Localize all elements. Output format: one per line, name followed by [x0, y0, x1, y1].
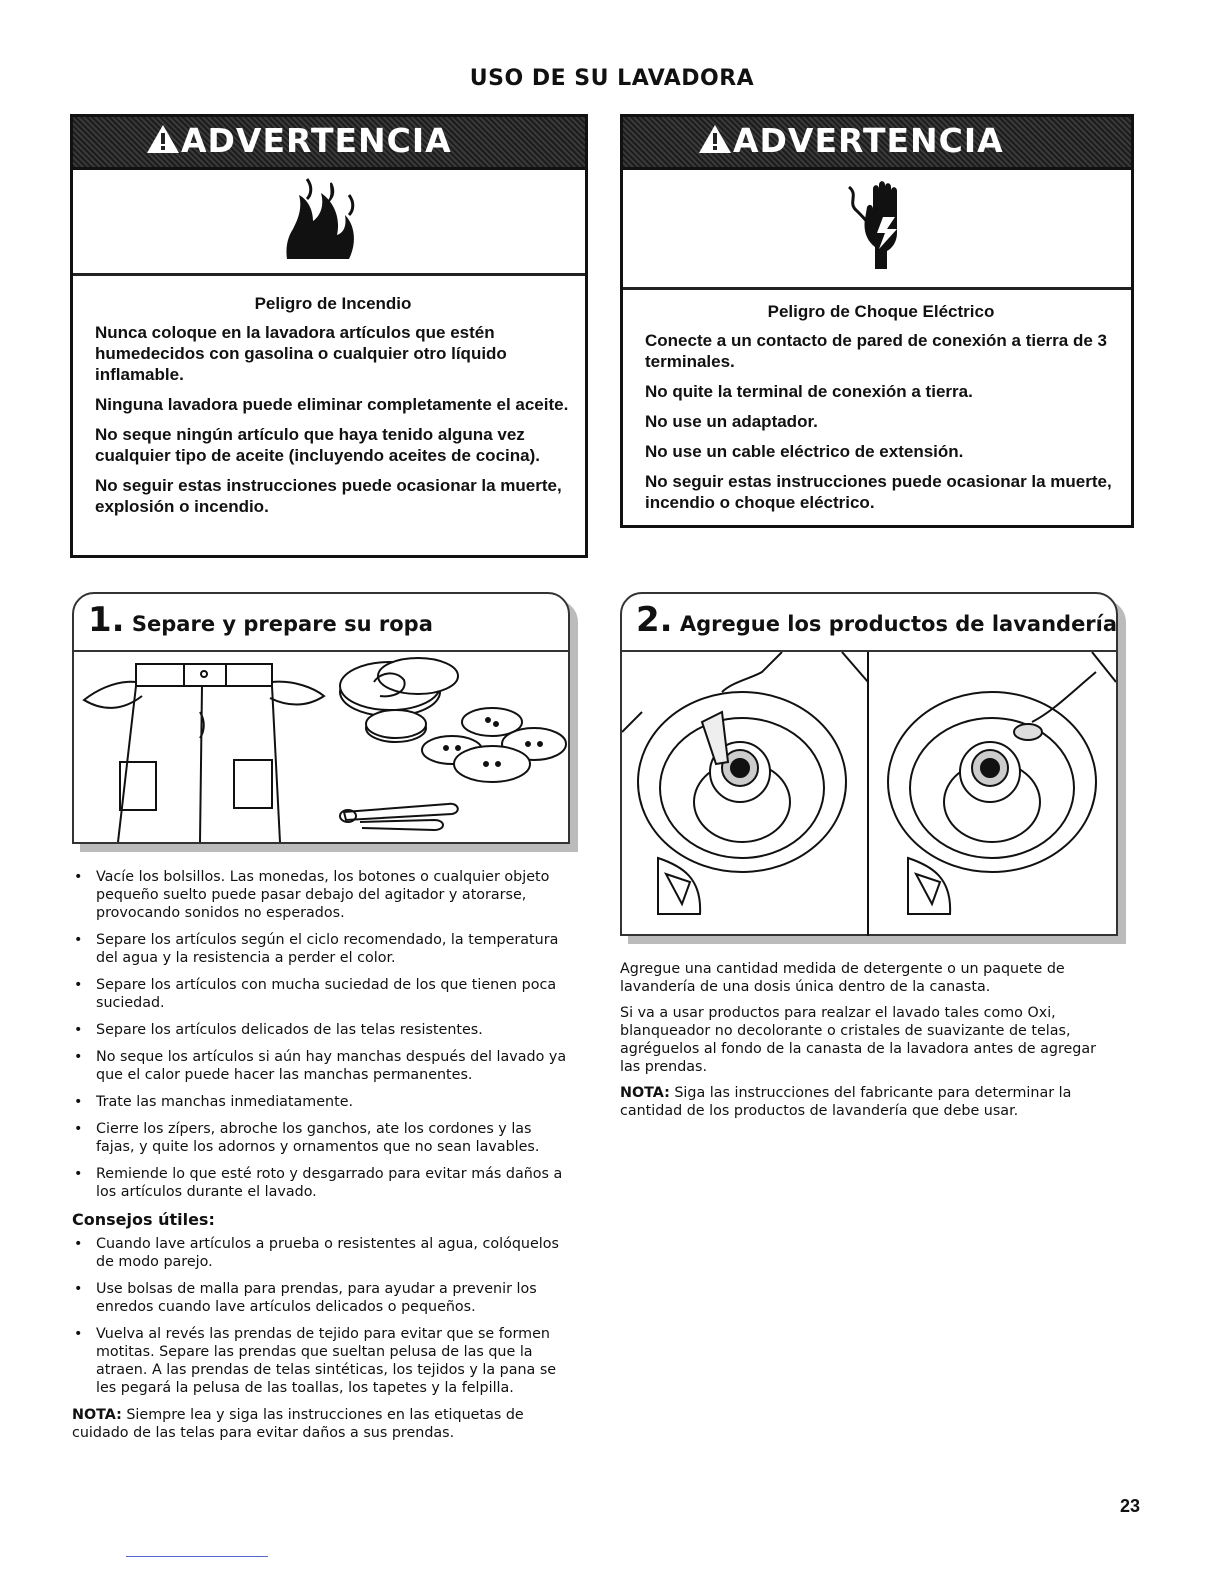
warning-paragraph: No use un adaptador.	[645, 412, 818, 431]
warning-title: ADVERTENCIA	[733, 121, 1004, 160]
step2-text	[620, 960, 1120, 1128]
pants-pockets-coins-buttons-illustration	[74, 652, 568, 844]
warning-header	[73, 117, 585, 170]
warning-heading: Peligro de Choque Eléctrico	[767, 302, 995, 321]
list-item: • No seque los artículos si aún hay manchas después del lavado ya que el calor puede hacer las manchas permanentes.	[72, 1048, 572, 1084]
note-label: NOTA:	[72, 1407, 122, 1423]
warning-body	[645, 301, 1117, 522]
warning-paragraph: No seguir estas instrucciones puede ocasionar la muerte, explosión o incendio.	[95, 476, 562, 516]
list-item: • Trate las manchas inmediatamente.	[72, 1093, 572, 1111]
warning-paragraph: No seguir estas instrucciones puede ocasionar la muerte, incendio o choque eléctrico.	[645, 472, 1112, 512]
step-number: 1.	[88, 600, 125, 640]
note-text: Siempre lea y siga las instrucciones en las etiquetas de cuidado de las telas para evitar daños a sus prendas.	[72, 1407, 524, 1441]
warning-title: ADVERTENCIA	[181, 121, 452, 160]
page-title: USO DE SU LAVADORA	[469, 66, 755, 91]
list-item: • Separe los artículos según el ciclo recomendado, la temperatura del agua y la resistencia a perder el color.	[72, 931, 572, 967]
warning-paragraph: No seque ningún artículo que haya tenido alguna vez cualquier tipo de aceite (incluyendo aceites de cocina).	[95, 425, 540, 465]
list-item: • Separe los artículos con mucha suciedad de los que tienen poca suciedad.	[72, 976, 572, 1012]
page-number: 23	[1119, 1496, 1140, 1516]
list-item: • Vacíe los bolsillos. Las monedas, los botones o cualquier objeto pequeño suelto puede pasar debajo del agitador y atorarse, provocando sonidos no esperados.	[72, 868, 572, 922]
step2-paragraph: Si va a usar productos para realzar el lavado tales como Oxi, blanqueador no decolorante o cristales de suavizante de telas, agréguelos al fondo de la canasta de la lavadora antes de agregar las prendas.	[620, 1005, 1097, 1075]
warning-title-container	[145, 121, 452, 160]
step1-bullet-list	[72, 868, 572, 1201]
step-number: 2.	[636, 600, 673, 640]
warning-heading: Peligro de Incendio	[254, 294, 412, 313]
list-item: • Cierre los zípers, abroche los ganchos, ate los cordones y las fajas, y quite los adornos y ornamentos que no sean lavables.	[72, 1120, 572, 1156]
electric-warning-box	[620, 114, 1134, 528]
step-title-text: Agregue los productos de lavandería	[679, 612, 1118, 636]
step2-illustration	[622, 650, 1116, 934]
list-item: • Use bolsas de malla para prendas, para ayudar a prevenir los enredos cuando lave artículos delicados o pequeños.	[72, 1280, 572, 1316]
fire-warning-box	[70, 114, 588, 558]
fire-icon	[273, 173, 363, 263]
footer-rule	[126, 1556, 268, 1557]
warning-paragraph: Nunca coloque en la lavadora artículos que estén humedecidos con gasolina o cualquier otro líquido inflamable.	[95, 323, 507, 384]
warning-body	[95, 293, 571, 526]
warning-paragraph: No use un cable eléctrico de extensión.	[645, 442, 964, 461]
step1-note	[72, 1406, 572, 1442]
list-item: • Vuelva al revés las prendas de tejido para evitar que se formen motitas. Separe las prendas que sueltan pelusa de las que la atraen. A las prendas de telas sintéticas, los tejidos y la pana se les pegará la pelusa de las toallas, los tapetes y la felpilla.	[72, 1325, 572, 1397]
warning-paragraph: Ninguna lavadora puede eliminar completamente el aceite.	[95, 395, 569, 414]
step2-panel	[620, 592, 1118, 936]
warning-triangle-icon	[697, 123, 733, 155]
electric-shock-icon	[841, 177, 921, 271]
list-item: • Separe los artículos delicados de las telas resistentes.	[72, 1021, 572, 1039]
note-label: NOTA:	[620, 1085, 670, 1101]
step2-paragraph: Agregue una cantidad medida de detergente o un paquete de lavandería de una dosis única dentro de la canasta.	[620, 961, 1065, 995]
step1-text	[72, 868, 572, 1450]
tips-heading: Consejos útiles:	[72, 1210, 215, 1229]
warning-title-container	[697, 121, 1004, 160]
warning-divider	[623, 287, 1131, 290]
list-item: • Remiende lo que esté roto y desgarrado para evitar más daños a los artículos durante el lavado.	[72, 1165, 572, 1201]
list-item: • Cuando lave artículos a prueba o resistentes al agua, colóquelos de modo parejo.	[72, 1235, 572, 1271]
step1-panel	[72, 592, 570, 844]
warning-paragraph: Conecte a un contacto de pared de conexión a tierra de 3 terminales.	[645, 331, 1107, 371]
warning-paragraph: No quite la terminal de conexión a tierra.	[645, 382, 973, 401]
step2-title	[636, 600, 1117, 640]
step-title-text: Separe y prepare su ropa	[131, 612, 433, 636]
tips-list	[72, 1235, 572, 1397]
step1-illustration	[74, 650, 568, 842]
step1-title	[88, 600, 433, 640]
washer-basket-illustration	[622, 652, 1116, 936]
warning-header	[623, 117, 1131, 170]
warning-triangle-icon	[145, 123, 181, 155]
note-text: Siga las instrucciones del fabricante para determinar la cantidad de los productos de lavandería que debe usar.	[620, 1085, 1072, 1119]
warning-divider	[73, 273, 585, 276]
step2-note	[620, 1084, 1120, 1120]
